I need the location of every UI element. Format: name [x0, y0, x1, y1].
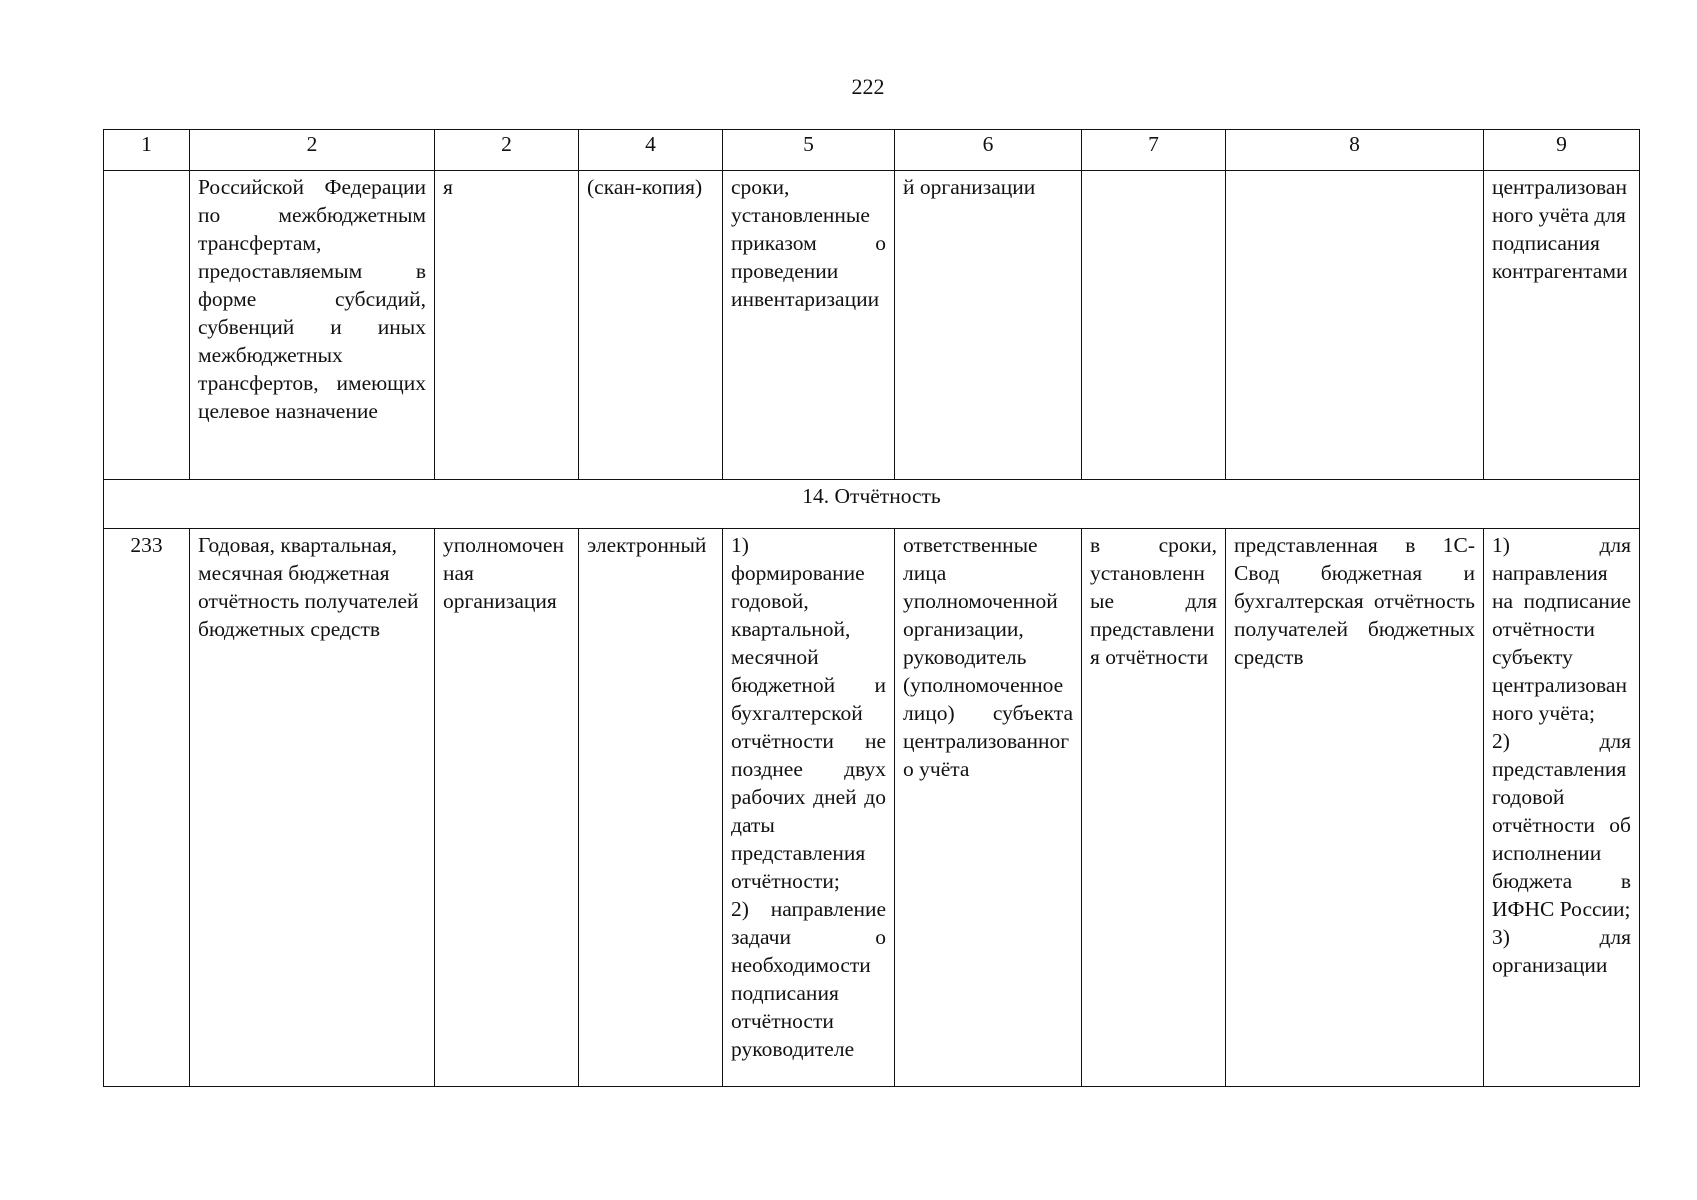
header-cell-col2: 2: [190, 130, 435, 171]
cell-document-name: Российской Федерации по межбюджетным трансфертам, предоставляемым в форме субсидий, субвенций и иных межбюджетных трансфертов, имеющих целевое назначение: [190, 171, 435, 480]
cell-number: [104, 171, 190, 480]
header-cell-col7: 7: [1082, 130, 1226, 171]
header-cell-col3: 2: [435, 130, 579, 171]
cell-executor: ответственные лица уполномоченной организации, руководитель (уполномоченное лицо) субъекта централизованного учёта: [895, 529, 1082, 1087]
cell-document-name: Годовая, квартальная, месячная бюджетная отчётность получателей бюджетных средств: [190, 529, 435, 1087]
table-row-233: [104, 529, 1640, 1087]
cell-deadline: в сроки, установленные для представления отчётности: [1082, 529, 1226, 1087]
cell-form: электронный: [579, 529, 723, 1087]
cell-result: представленная в 1С-Свод бюджетная и бухгалтерская отчётность получателей бюджетных средств: [1226, 529, 1484, 1087]
header-cell-col1: 1: [104, 130, 190, 171]
section-heading-row: [104, 480, 1640, 529]
cell-purpose: централизованного учёта для подписания контрагентами: [1484, 171, 1640, 480]
document-table: [103, 129, 1640, 1087]
cell-procedure: 1) формирование годовой, квартальной, месячной бюджетной и бухгалтерской отчётности не позднее двух рабочих дней до даты представления отчётности; 2) направление задачи о необходимости подписания отчётности руководителе: [723, 529, 895, 1087]
cell-deadline: [1082, 171, 1226, 480]
header-cell-col8: 8: [1226, 130, 1484, 171]
cell-responsible: уполномоченная организация: [435, 529, 579, 1087]
cell-purpose: 1) для направления на подписание отчётности субъекту централизованного учёта; 2) для представления годовой отчётности об исполнении бюджета в ИФНС России; 3) для организации: [1484, 529, 1640, 1087]
table-row-continued: [104, 171, 1640, 480]
cell-result: [1226, 171, 1484, 480]
cell-number: 233: [104, 529, 190, 1087]
header-cell-col6: 6: [895, 130, 1082, 171]
header-row: [104, 130, 1640, 171]
cell-form: (скан-копия): [579, 171, 723, 480]
header-cell-col4: 4: [579, 130, 723, 171]
header-cell-col9: 9: [1484, 130, 1640, 171]
cell-executor: й организации: [895, 171, 1082, 480]
header-cell-col5: 5: [723, 130, 895, 171]
cell-responsible: я: [435, 171, 579, 480]
section-title: 14. Отчётность: [104, 480, 1640, 529]
page-number: 222: [851, 74, 885, 99]
cell-procedure: сроки, установленные приказом о проведении инвентаризации: [723, 171, 895, 480]
